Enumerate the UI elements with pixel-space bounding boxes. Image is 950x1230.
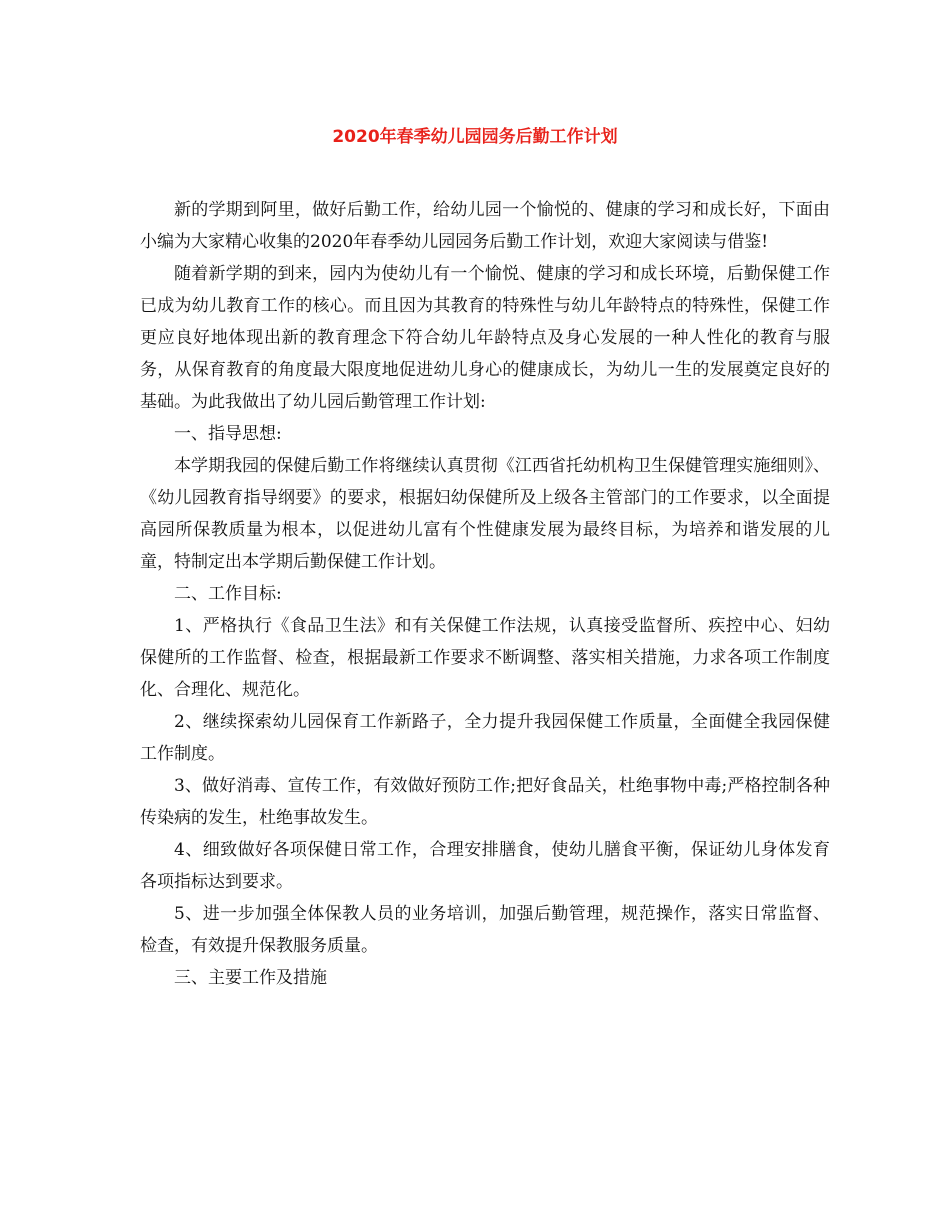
goal-item-2: 2、继续探索幼儿园保育工作新路子，全力提升我园保健工作质量，全面健全我园保健工作制度。 [140,712,830,764]
goal-item-4: 4、细致做好各项保健日常工作，合理安排膳食，使幼儿膳食平衡，保证幼儿身体发育各项指标达到要求。 [140,840,830,892]
goal-item-3: 3、做好消毒、宣传工作，有效做好预防工作;把好食品关，杜绝事物中毒;严格控制各种传染病的发生，杜绝事故发生。 [140,776,830,828]
paragraph-intro: 新的学期到阿里，做好后勤工作，给幼儿园一个愉悦的、健康的学习和成长好，下面由小编为大家精心收集的2020年春季幼儿园园务后勤工作计划，欢迎大家阅读与借鉴! [140,200,830,252]
goal-item-5: 5、进一步加强全体保教人员的业务培训，加强后勤管理，规范操作，落实日常监督、检查，有效提升保教服务质量。 [140,904,830,956]
document-title: 2020年春季幼儿园园务后勤工作计划 [332,127,618,147]
document-body [140,194,830,994]
paragraph-background: 随着新学期的到来，园内为使幼儿有一个愉悦、健康的学习和成长环境，后勤保健工作已成为幼儿教育工作的核心。而且因为其教育的特殊性与幼儿年龄特点的特殊性，保健工作更应良好地体现出新的教育理念下符合幼儿年龄特点及身心发展的一种人性化的教育与服务，从保育教育的角度最大限度地促进幼儿身心的健康成长，为幼儿一生的发展奠定良好的基础。为此我做出了幼儿园后勤管理工作计划: [140,264,830,412]
section-heading-main-work: 三、主要工作及措施 [174,968,327,988]
goal-item-1: 1、严格执行《食品卫生法》和有关保健工作法规，认真接受监督所、疾控中心、妇幼保健所的工作监督、检查，根据最新工作要求不断调整、落实相关措施，力求各项工作制度化、合理化、规范化。 [140,616,830,700]
paragraph-guiding-thought: 本学期我园的保健后勤工作将继续认真贯彻《江西省托幼机构卫生保健管理实施细则》、《幼儿园教育指导纲要》的要求，根据妇幼保健所及上级各主管部门的工作要求，以全面提高园所保教质量为根本，以促进幼儿富有个性健康发展为最终目标，为培养和谐发展的儿童，特制定出本学期后勤保健工作计划。 [140,456,830,572]
section-heading-work-goals: 二、工作目标: [174,584,282,604]
section-heading-guiding-thought: 一、指导思想: [174,424,282,444]
